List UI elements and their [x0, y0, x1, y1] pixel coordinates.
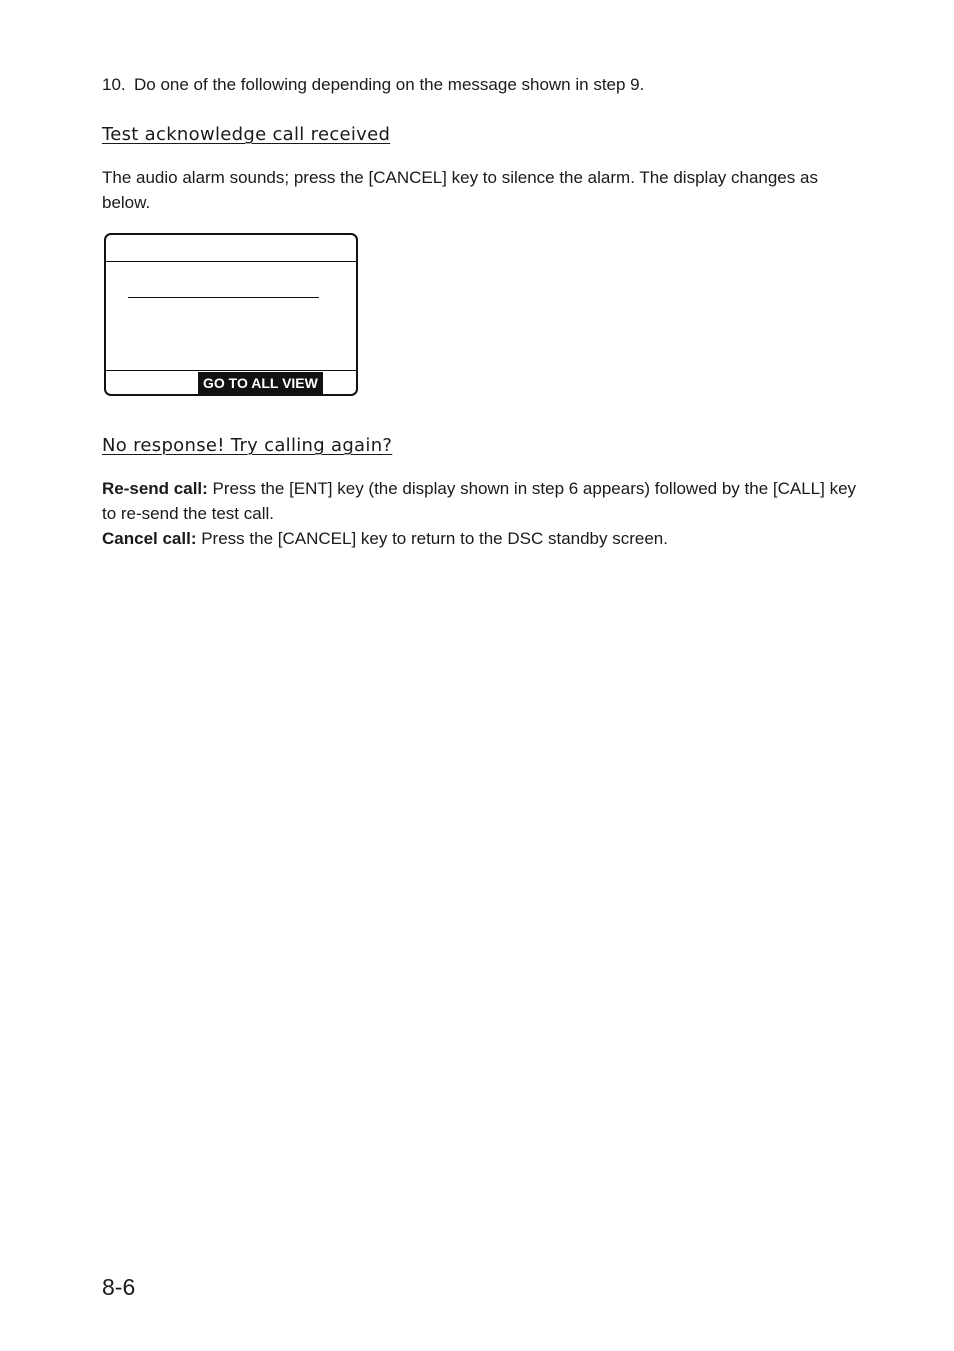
dsc-display-illustration [104, 233, 358, 396]
display-title-divider [106, 261, 356, 262]
cancel-call-text: Press the [CANCEL] key to return to the DSC standby screen. [196, 529, 668, 548]
resend-call-item [102, 476, 862, 526]
go-to-all-view-softkey: GO TO ALL VIEW [198, 372, 323, 394]
heading-no-response: No response! Try calling again? [102, 435, 393, 456]
cancel-call-item [102, 526, 862, 551]
display-softkey-divider [106, 370, 356, 371]
display-message-underline [128, 297, 319, 298]
heading-test-acknowledge: Test acknowledge call received [102, 124, 391, 145]
cancel-call-label: Cancel call: [102, 529, 197, 548]
page-number: 8-6 [102, 1274, 136, 1300]
paragraph-alarm: The audio alarm sounds; press the [CANCEL] key to silence the alarm. The display changes as below. [102, 168, 818, 212]
resend-call-text: Press the [ENT] key (the display shown in step 6 appears) followed by the [CALL] key to re-send the test call. [102, 479, 857, 523]
resend-call-label: Re-send call: [102, 479, 208, 498]
step-text: Do one of the following depending on the message shown in step 9. [134, 75, 645, 94]
step-number: 10. [102, 75, 126, 94]
step-10 [102, 74, 644, 96]
paragraph-options [102, 476, 862, 551]
